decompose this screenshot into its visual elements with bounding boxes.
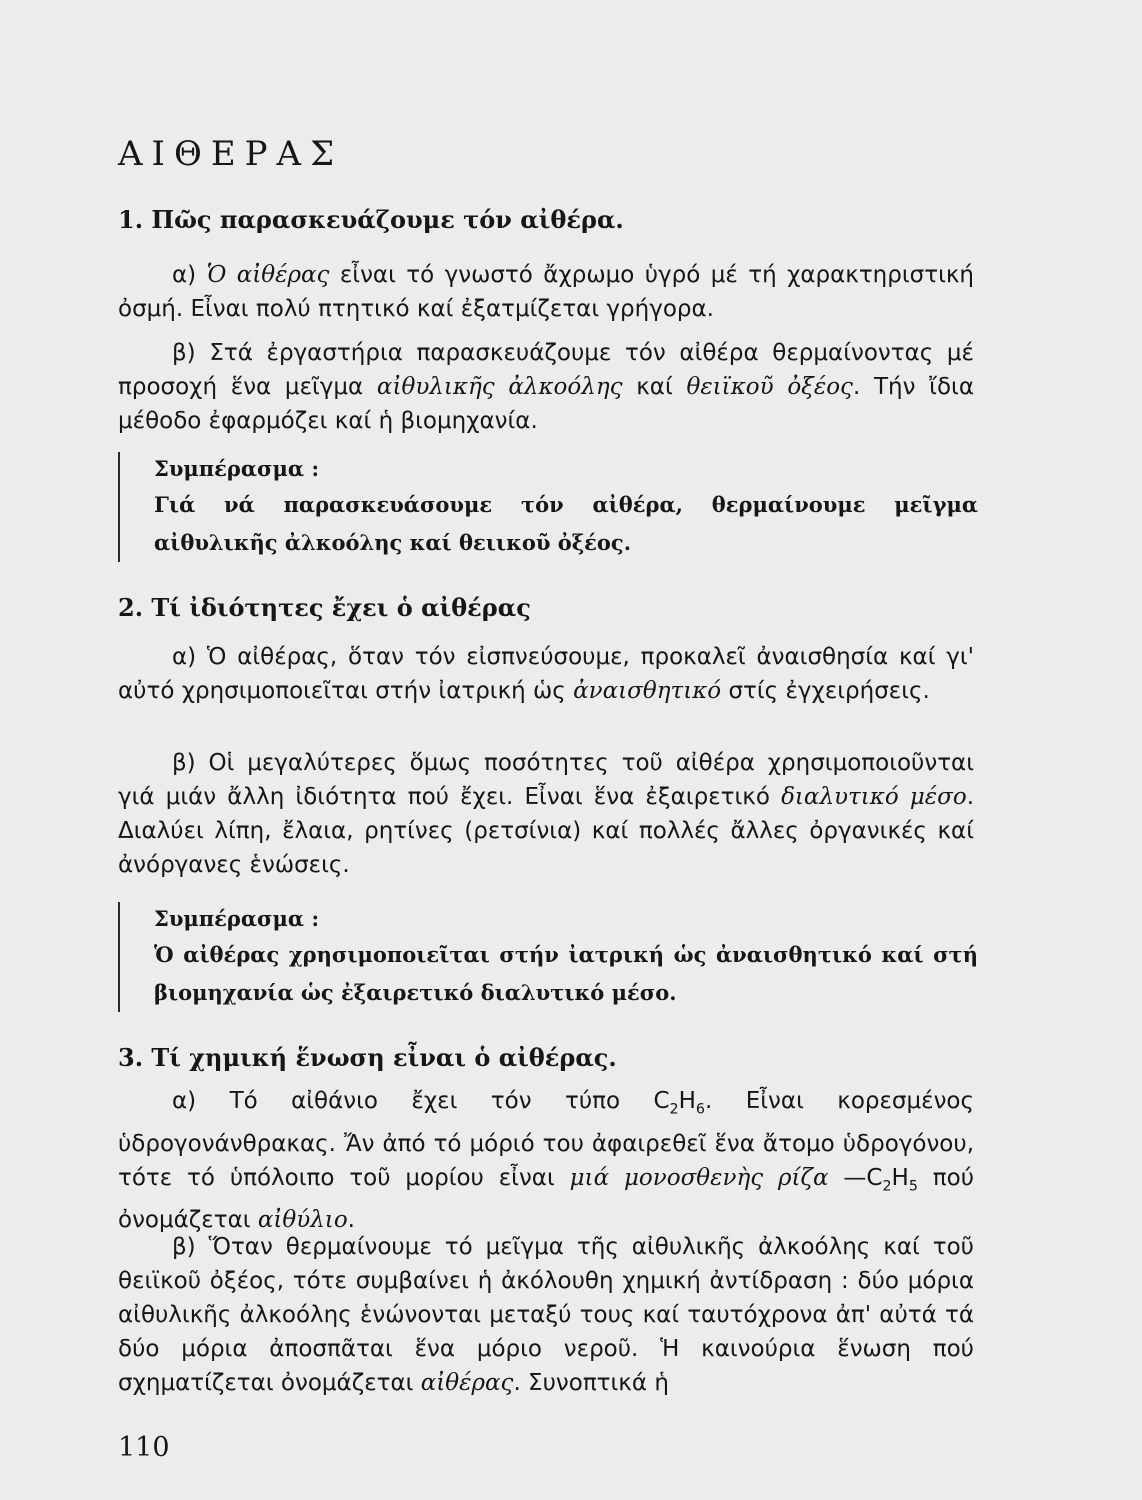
- text-run: α) Ὁ αἰθέρας, ὅταν τόν εἰσπνεύσουμε, προκαλεῖ ἀναισθησία καί γι' αὐτό χρησιμοποιεῖται στήν ἰατρική ὡς: [118, 644, 974, 704]
- formula-ethyl: [843, 1164, 918, 1195]
- emphasis-term: μιά μονοσθενὴς ρίζα: [569, 1164, 829, 1191]
- text-run: β) Ὅταν θερμαίνουμε τό μεῖγμα τῆς αἰθυλικῆς ἀλκοόλης καί τοῦ θειϊκοῦ ὀξέος, τότε συμβαίνει ἡ ἀκόλουθη χημική ἀντίδραση : δύο μόρια αἰθυλικῆς ἀλκοόλης ἑνώνονται μεταξύ τους καί ταυτόχρονα ἀπ' αὐτά τά δύο μόρια ἀποσπᾶται ἕνα μόριο νεροῦ. Ἡ καινούρια ἕνωση πού σχηματίζεται ὀνομάζεται: [118, 1234, 974, 1396]
- text-run: πού ὀνομάζεται: [118, 1164, 975, 1234]
- conclusion-text: Ὁ αἰθέρας χρησιμοποιεῖται στήν ἰατρική ὡς ἀναισθητικό καί στή βιομηχανία ὡς ἐξαιρετικό διαλυτικό μέσο.: [154, 942, 978, 1005]
- formula-subscript: 2: [882, 1178, 892, 1195]
- text-run: .: [347, 1207, 355, 1234]
- text-run: α) Τό αἰθάνιο ἔχει τόν τύπο: [172, 1088, 654, 1114]
- conclusion-text: Γιά νά παρασκευάσουμε τόν αἰθέρα, θερμαίνουμε μεῖγμα αἰθυλικῆς ἀλκοόλης καί θειικοῦ ὀξέος.: [154, 492, 978, 555]
- formula-part: H: [891, 1164, 909, 1191]
- section-2-conclusion-box: [118, 902, 978, 1012]
- text-run: β) Στά ἐργαστήρια παρασκευάζουμε τόν αἰθέρα θερμαίνοντας μέ προσοχή ἕνα μεῖγμα: [118, 340, 974, 400]
- text-run: . Εἶναι κορεσμένος ὑδρογονάνθρακας. Ἄν ἀπό τό μόριό του ἀφαιρεθεῖ ἕνα ἄτομο ὑδρογόνου, τότε τό ὑπόλοιπο τοῦ μορίου εἶναι: [118, 1088, 974, 1191]
- text-run: καί: [622, 374, 687, 400]
- section-3-heading: 3. Τί χημική ἕνωση εἶναι ὁ αἰθέρας.: [118, 1043, 617, 1072]
- emphasis-term: διαλυτικό μέσο: [781, 784, 967, 810]
- formula-subscript: 6: [695, 1101, 705, 1118]
- emphasis-term: θειϊκοῦ ὀξέος: [686, 374, 853, 400]
- conclusion-label: Συμπέρασμα :: [154, 456, 320, 481]
- text-run: . Τήν ἴδια μέθοδο ἐφαρμόζει καί ἡ βιομηχανία.: [118, 374, 974, 434]
- section-3-paragraph-b: [118, 1230, 974, 1400]
- section-2-heading: 2. Τί ἰδιότητες ἔχει ὁ αἰθέρας: [118, 593, 531, 622]
- emphasis-term: αἰθύλιο: [257, 1207, 348, 1234]
- section-3-paragraph-a: [118, 1084, 974, 1237]
- formula-part: —C: [843, 1164, 883, 1191]
- section-1-paragraph-b: [118, 336, 974, 438]
- formula-subscript: 2: [669, 1101, 679, 1118]
- text-run: α): [172, 262, 207, 288]
- emphasis-term: αἰθυλικῆς ἀλκοόλης: [376, 374, 623, 400]
- page-number: 110: [118, 1432, 170, 1463]
- section-1-conclusion-box: [118, 452, 978, 562]
- text-run: στίς ἐγχειρήσεις.: [721, 678, 930, 704]
- emphasis-term: Ὁ αἰθέρας: [206, 262, 330, 288]
- emphasis-term: ἀναισθητικό: [573, 678, 722, 704]
- formula-subscript: 5: [908, 1178, 918, 1195]
- formula-ethane: [653, 1088, 705, 1118]
- section-2-paragraph-a: [118, 640, 974, 708]
- text-run: . Συνοπτικά ἡ: [513, 1370, 669, 1396]
- text-run: β) Οἱ μεγαλύτερες ὅμως ποσότητες τοῦ αἰθέρα χρησιμοποιοῦνται γιά μιάν ἄλλη ἰδιότητα πού ἔχει. Εἶναι ἕνα ἐξαιρετικό: [118, 750, 974, 810]
- section-1-paragraph-a: [118, 258, 974, 326]
- chapter-title: ΑΙΘΕΡΑΣ: [118, 134, 344, 174]
- conclusion-label: Συμπέρασμα :: [154, 906, 320, 931]
- text-run: εἶναι τό γνωστό ἄχρωμο ὑγρό μέ τή χαρακτηριστική ὀσμή. Εἶναι πολύ πτητικό καί ἐξατμίζεται γρήγορα.: [118, 262, 974, 322]
- section-2-paragraph-b: [118, 746, 974, 882]
- text-run: . Διαλύει λίπη, ἔλαια, ρητίνες (ρετσίνια) καί πολλές ἄλλες ὀργανικές καί ἀνόργανες ἑνώσεις.: [118, 784, 975, 878]
- emphasis-term: αἰθέρας: [420, 1370, 514, 1396]
- section-1-heading: 1. Πῶς παρασκευάζουμε τόν αἰθέρα.: [118, 205, 624, 234]
- formula-part: C: [653, 1088, 670, 1114]
- formula-part: H: [678, 1088, 696, 1114]
